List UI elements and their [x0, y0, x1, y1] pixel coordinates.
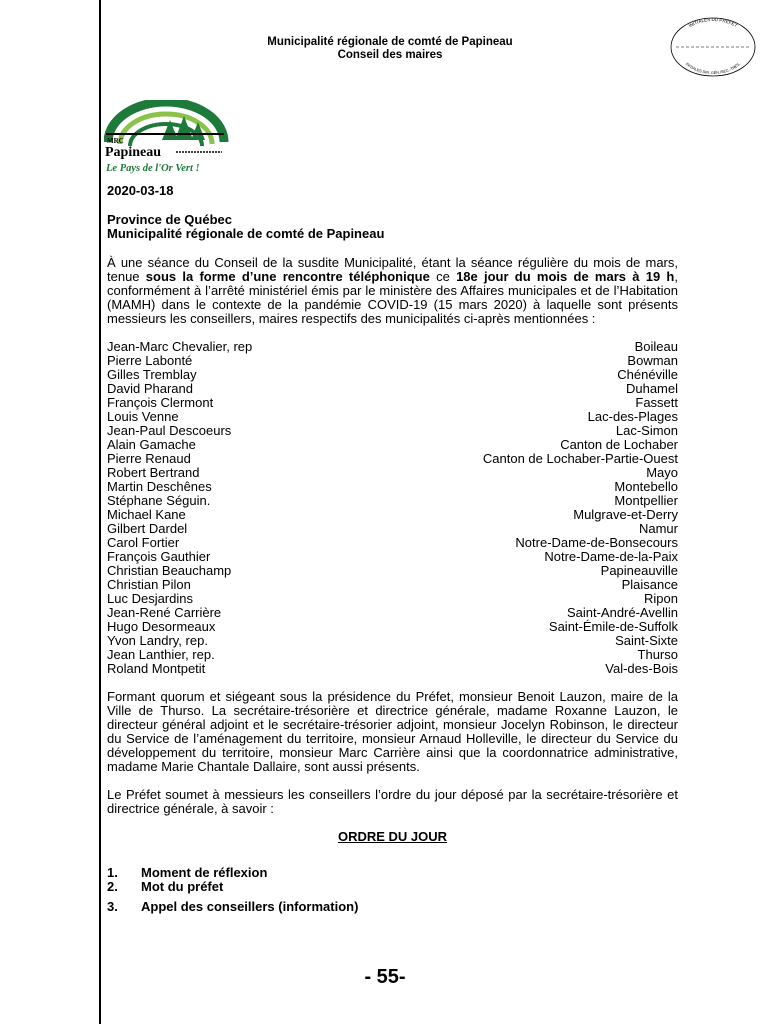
agenda-title: ORDRE DU JOUR [337, 829, 448, 844]
member-name: Jean Lanthier, rep. [107, 647, 215, 662]
member-name: Pierre Labonté [107, 353, 193, 368]
member-municipality: Thurso [637, 647, 678, 662]
member-name: Alain Gamache [107, 437, 196, 452]
member-municipality: Saint-Émile-de-Suffolk [548, 619, 678, 634]
member-name: Hugo Desormeaux [107, 619, 216, 634]
member-row [107, 508, 678, 522]
member-municipality: Lac-Simon [615, 423, 678, 438]
intro-bold-2: 18e jour du mois de mars à 19 h [456, 269, 675, 284]
member-name: Jean-Marc Chevalier, rep [107, 339, 253, 354]
initials-seal [668, 14, 758, 78]
member-name: Jean-René Carrière [107, 605, 222, 620]
header-line-2: Conseil des maires [337, 49, 443, 61]
member-name: Pierre Renaud [107, 451, 191, 466]
province: Province de Québec [107, 212, 232, 227]
member-row [107, 592, 678, 606]
member-row [107, 522, 678, 536]
member-row [107, 410, 678, 424]
member-municipality: Duhamel [625, 381, 678, 396]
member-municipality: Notre-Dame-de-Bonsecours [515, 535, 678, 550]
member-municipality: Notre-Dame-de-la-Paix [544, 549, 678, 564]
member-municipality: Saint-Sixte [615, 633, 678, 648]
member-row [107, 662, 678, 676]
member-row [107, 564, 678, 578]
member-municipality: Namur [638, 521, 678, 536]
logo-mrc: MRC [107, 137, 124, 145]
intro-bold-1: sous la forme d’une rencontre téléphonique [145, 269, 430, 284]
meeting-date: 2020-03-18 [107, 183, 174, 198]
member-row [107, 452, 678, 466]
member-municipality: Plaisance [621, 577, 678, 592]
document-header [200, 36, 580, 62]
intro-paragraph [107, 256, 678, 326]
member-row [107, 634, 678, 648]
member-row [107, 648, 678, 662]
member-row [107, 494, 678, 508]
member-municipality: Fassett [635, 395, 678, 410]
agenda-list [107, 866, 678, 914]
member-row [107, 606, 678, 620]
seal-top-text: INITIALES DU PRÉFET [687, 16, 739, 29]
member-name: Christian Beauchamp [107, 563, 232, 578]
logo-name: Papineau [105, 145, 162, 160]
member-municipality: Bowman [627, 353, 678, 368]
member-municipality: Canton de Lochaber-Partie-Ouest [482, 451, 678, 466]
member-name: Martin Deschênes [107, 479, 212, 494]
member-row [107, 578, 678, 592]
agenda-item [107, 880, 678, 894]
seal-bottom-text: INITIALES DIR. GÉN./SEC.-TRÉS. [684, 62, 742, 76]
agenda-item-label: Mot du préfet [141, 879, 224, 894]
member-row [107, 536, 678, 550]
intro-text-1: À une séance du Conseil de la susdite Municipalité, étant la séance régulière du mois de mars, tenue [107, 255, 678, 284]
agenda-item-number: 3. [107, 899, 118, 914]
member-name: Stéphane Séguin. [107, 493, 211, 508]
member-name: Gilbert Dardel [107, 521, 188, 536]
agenda-item-number: 1. [107, 865, 118, 880]
member-name: Christian Pilon [107, 577, 191, 592]
intro-text-3: , conformément à l’arrêté ministériel émis par le ministère des Affaires municipales et de l’Habitation (MAMH) dans le contexte de la pandémie COVID-19 (15 mars 2020) à laquelle sont présents messieurs les conseillers, maires respectifs des municipalités ci-après mentionnées : [107, 269, 678, 326]
member-row [107, 438, 678, 452]
member-municipality: Montebello [614, 479, 678, 494]
quorum-paragraph: Formant quorum et siégeant sous la présidence du Préfet, monsieur Benoit Lauzon, maire de la Ville de Thurso. La secrétaire-trésorière et directrice générale, madame Roxanne Lauzon, le directeur général adjoint et le secrétaire-trésorier adjoint, monsieur Jocelyn Robinson, le directeur du Service de l’aménagement du territoire, monsieur Arnaud Holleville, le directeur du Service du développement du territoire, monsieur Marc Carrière ainsi que la coordonnatrice administrative, madame Marie Chantale Dallaire, sont aussi présents. [107, 689, 678, 774]
member-municipality: Mayo [646, 465, 678, 480]
member-municipality: Saint-André-Avellin [566, 605, 678, 620]
intro-text-2: ce [429, 269, 457, 284]
page-number: - 55- [364, 966, 406, 988]
member-row [107, 382, 678, 396]
member-name: David Pharand [107, 381, 193, 396]
member-municipality: Boileau [634, 339, 678, 354]
member-municipality: Val-des-Bois [605, 661, 678, 676]
municipality: Municipalité régionale de comté de Papineau [107, 226, 385, 241]
member-row [107, 550, 678, 564]
jurisdiction [107, 213, 678, 241]
member-name: Robert Bertrand [107, 465, 200, 480]
member-name: Gilles Tremblay [107, 367, 197, 382]
mrc-papineau-logo [104, 100, 229, 176]
agenda-item [107, 900, 678, 914]
header-line-1: Municipalité régionale de comté de Papineau [267, 36, 513, 48]
member-name: Michael Kane [107, 507, 186, 522]
member-municipality: Lac-des-Plages [587, 409, 678, 424]
member-name: Louis Venne [107, 409, 179, 424]
member-row [107, 368, 678, 382]
member-row [107, 480, 678, 494]
logo-tagline: Le Pays de l'Or Vert ! [106, 163, 200, 174]
member-row [107, 396, 678, 410]
member-name: François Clermont [107, 395, 214, 410]
member-name: Luc Desjardins [107, 591, 193, 606]
member-name: François Gauthier [107, 549, 211, 564]
member-name: Yvon Landry, rep. [107, 633, 208, 648]
agenda-item-label: Moment de réflexion [141, 865, 268, 880]
agenda-item [107, 866, 678, 880]
member-row [107, 340, 678, 354]
member-municipality: Chénéville [617, 367, 678, 382]
document-body [107, 184, 678, 914]
member-municipality: Montpellier [614, 493, 678, 508]
member-municipality: Mulgrave-et-Derry [573, 507, 678, 522]
member-name: Carol Fortier [107, 535, 180, 550]
member-row [107, 424, 678, 438]
member-row [107, 620, 678, 634]
agenda-item-number: 2. [107, 879, 118, 894]
member-row [107, 354, 678, 368]
agenda-item-label: Appel des conseillers (information) [141, 899, 359, 914]
member-municipality: Ripon [644, 591, 678, 606]
member-municipality: Canton de Lochaber [560, 437, 678, 452]
margin-line [99, 0, 101, 1024]
members-list [107, 340, 678, 676]
prefet-paragraph: Le Préfet soumet à messieurs les conseillers l’ordre du jour déposé par la secrétaire-trésorière et directrice générale, à savoir : [107, 787, 678, 816]
member-municipality: Papineauville [600, 563, 678, 578]
member-row [107, 466, 678, 480]
member-name: Jean-Paul Descoeurs [107, 423, 232, 438]
member-name: Roland Montpetit [107, 661, 206, 676]
